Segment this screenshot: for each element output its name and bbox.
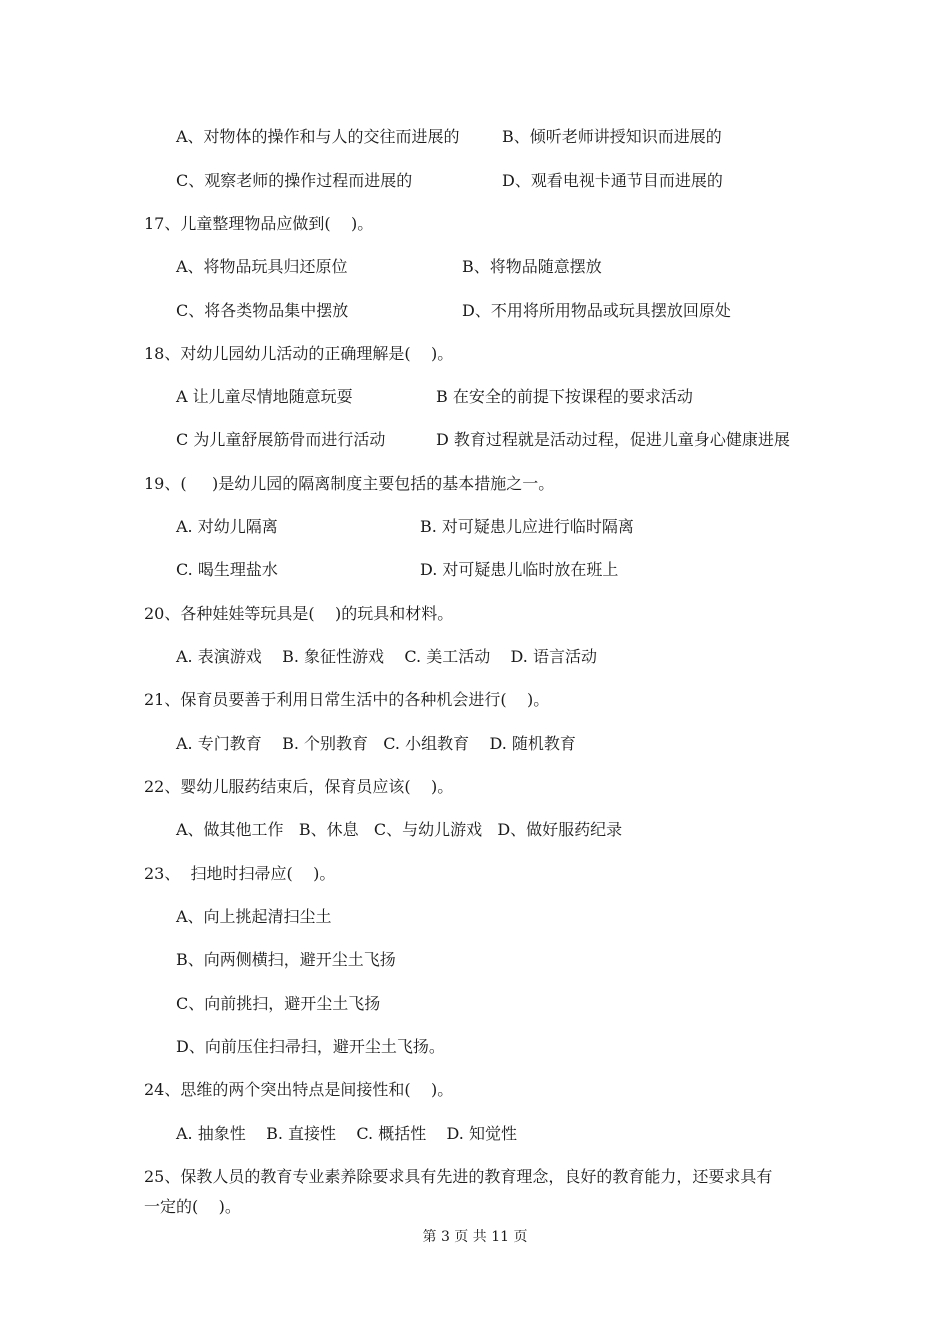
q23-option-b: B、向两侧横扫，避开尘土飞扬 [176, 950, 396, 969]
q25-stem-line1: 25、保教人员的教育专业素养除要求具有先进的教育理念，良好的教育能力，还要求具有 [144, 1167, 773, 1186]
q19-option-b: B. 对可疑患儿应进行临时隔离 [420, 517, 634, 536]
q17-option-d: D、不用将所用物品或玩具摆放回原处 [462, 301, 731, 320]
q19-option-c: C. 喝生理盐水 [176, 560, 278, 579]
q22-options: A、做其他工作 B、休息 C、与幼儿游戏 D、做好服药纪录 [176, 820, 623, 839]
q17-option-a: A、将物品玩具归还原位 [176, 257, 348, 276]
q24-options: A. 抽象性 B. 直接性 C. 概括性 D. 知觉性 [176, 1124, 517, 1143]
q23-stem: 23、 扫地时扫帚应( )。 [144, 864, 336, 883]
q16-option-b: B、倾听老师讲授知识而进展的 [502, 127, 722, 146]
q22-stem: 22、婴幼儿服药结束后，保育员应该( )。 [144, 777, 454, 796]
q16-option-d: D、观看电视卡通节目而进展的 [502, 171, 723, 190]
q16-option-c: C、观察老师的操作过程而进展的 [176, 171, 413, 190]
q24-stem: 24、思维的两个突出特点是间接性和( )。 [144, 1080, 454, 1099]
q21-options: A. 专门教育 B. 个别教育 C. 小组教育 D. 随机教育 [176, 734, 576, 753]
q18-option-b: B 在安全的前提下按课程的要求活动 [436, 387, 693, 406]
q23-option-a: A、向上挑起清扫尘土 [176, 907, 332, 926]
q17-option-b: B、将物品随意摆放 [462, 257, 602, 276]
q20-options: A. 表演游戏 B. 象征性游戏 C. 美工活动 D. 语言活动 [176, 647, 597, 666]
q21-stem: 21、保育员要善于利用日常生活中的各种机会进行( )。 [144, 690, 550, 709]
q17-stem: 17、儿童整理物品应做到( )。 [144, 214, 374, 233]
page-number: 第 3 页 共 11 页 [422, 1229, 528, 1245]
q17-option-c: C、将各类物品集中摆放 [176, 301, 349, 320]
q18-option-d: D 教育过程就是活动过程，促进儿童身心健康进展 [436, 430, 790, 449]
q18-option-c: C 为儿童舒展筋骨而进行活动 [176, 430, 386, 449]
q23-option-c: C、向前挑扫，避开尘土飞扬 [176, 994, 381, 1013]
q20-stem: 20、各种娃娃等玩具是( )的玩具和材料。 [144, 604, 454, 623]
q19-stem: 19、( )是幼儿园的隔离制度主要包括的基本措施之一。 [144, 474, 555, 493]
q18-option-a: A 让儿童尽情地随意玩耍 [176, 387, 353, 406]
q23-option-d: D、向前压住扫帚扫，避开尘土飞扬。 [176, 1037, 445, 1056]
q19-option-a: A. 对幼儿隔离 [176, 517, 278, 536]
q16-option-a: A、对物体的操作和与人的交往而进展的 [176, 127, 460, 146]
q25-stem-line2: 一定的( )。 [144, 1197, 241, 1216]
q18-stem: 18、对幼儿园幼儿活动的正确理解是( )。 [144, 344, 454, 363]
q19-option-d: D. 对可疑患儿临时放在班上 [420, 560, 619, 579]
